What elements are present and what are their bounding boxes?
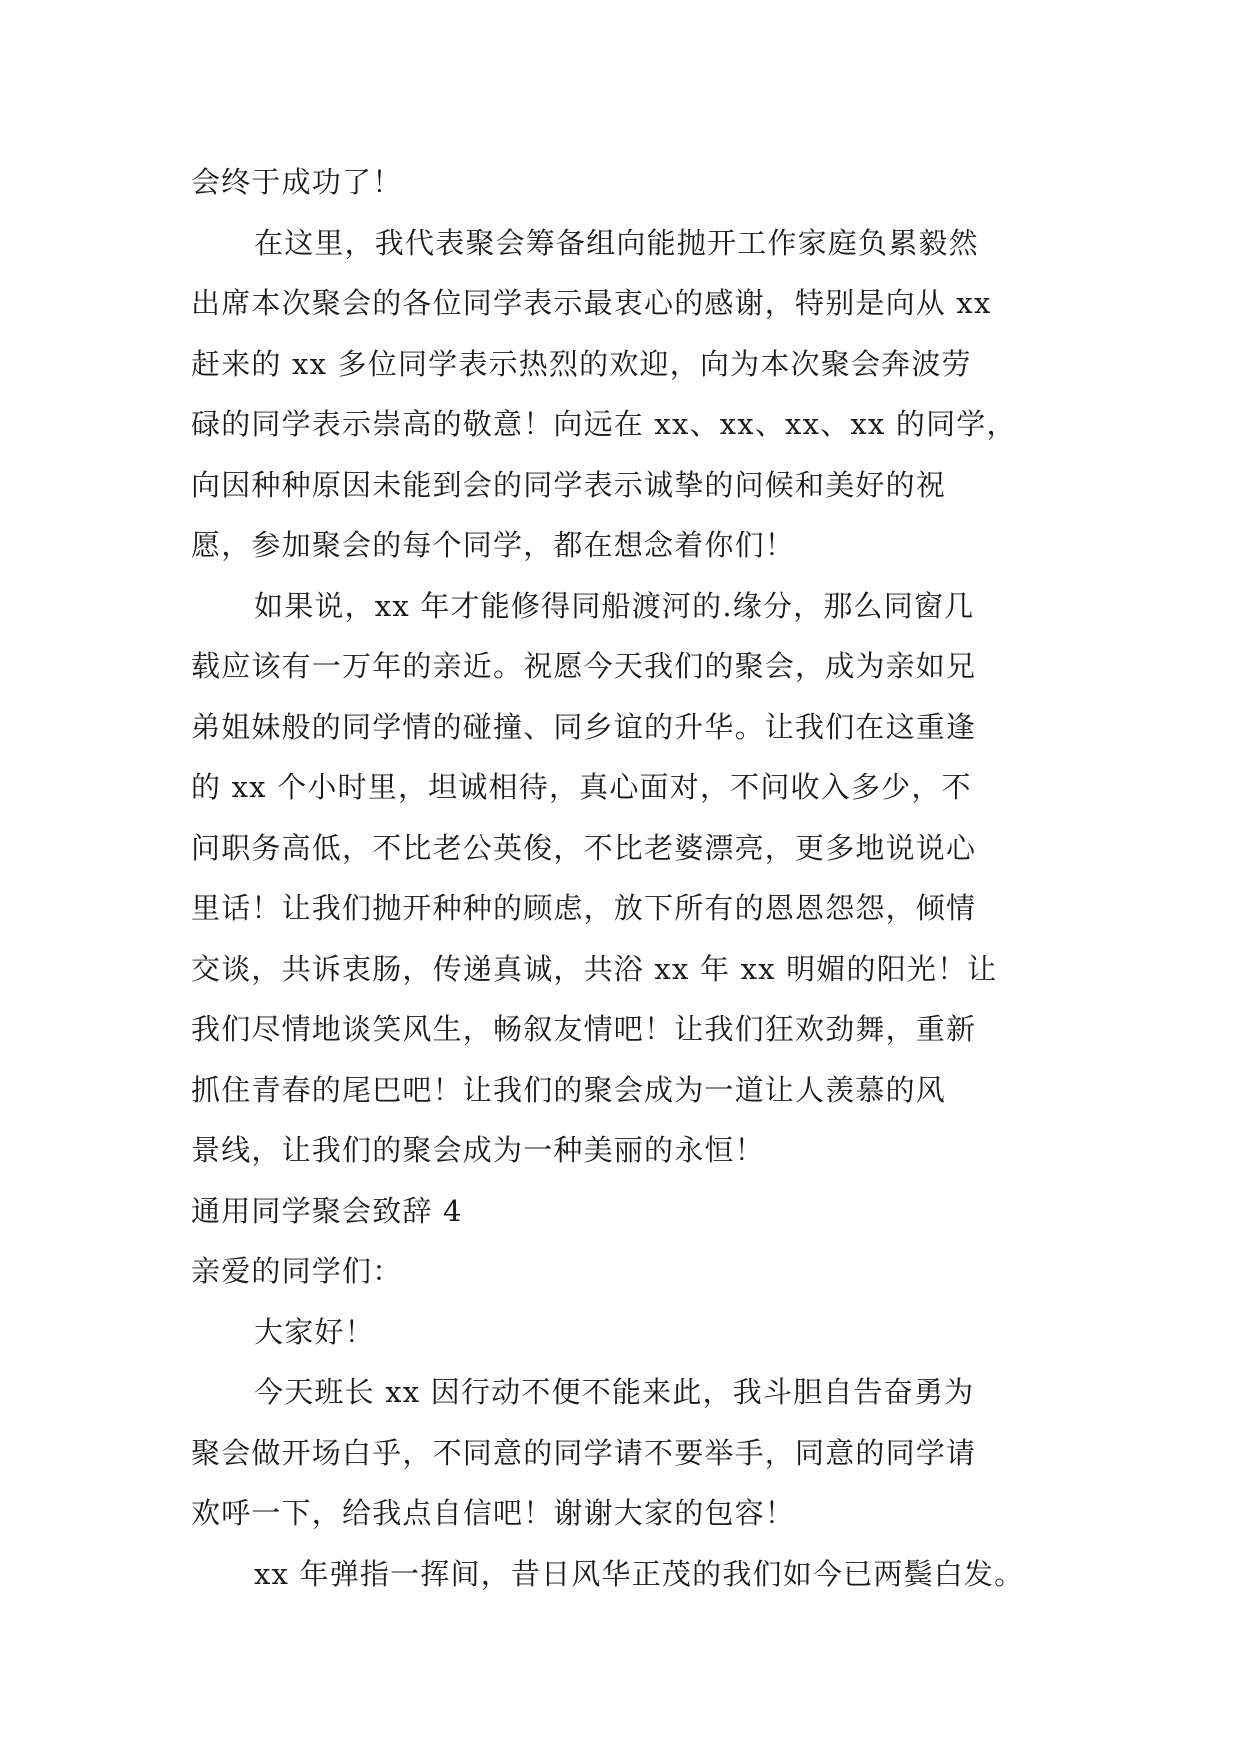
text-line: 景线，让我们的聚会成为一种美丽的永恒！ [191,1133,765,1167]
text-line: 的 xx 个小时里，坦诚相待，真心面对，不问收入多少，不 [191,770,972,804]
section-heading: 通用同学聚会致辞 4 [191,1193,463,1228]
greeting: 大家好！ [254,1314,375,1349]
text-line: 问职务高低，不比老公英俊，不比老婆漂亮，更多地说说心 [191,830,977,865]
text-line: 碌的同学表示崇高的敬意！向远在 xx、xx、xx、xx 的同学， [191,407,1017,441]
text-line: 里话！让我们抛开种种的顾虑，放下所有的恩恩怨怨，倾情 [191,891,977,925]
text-line: 欢呼一下，给我点自信吧！谢谢大家的包容！ [191,1496,796,1530]
text-line: 愿，参加聚会的每个同学，都在想念着你们！ [191,528,796,562]
text-line: 载应该有一万年的亲近。祝愿今天我们的聚会，成为亲如兄 [191,649,977,683]
text-line: 如果说，xx 年才能修得同船渡河的.缘分，那么同窗几 [254,588,975,623]
text-line: 会终于成功了！ [191,165,403,199]
text-line: 赶来的 xx 多位同学表示热烈的欢迎，向为本次聚会奔波劳 [191,346,972,381]
text-line: 聚会做开场白乎，不同意的同学请不要举手，同意的同学请 [191,1435,977,1470]
text-line: 在这里，我代表聚会筹备组向能抛开工作家庭负累毅然 [254,225,979,260]
text-line: 今天班长 xx 因行动不便不能来此，我斗胆自告奋勇为 [254,1375,975,1409]
text-line: 抓住青春的尾巴吧！让我们的聚会成为一道让人羡慕的风 [191,1072,947,1107]
text-line: 向因种种原因未能到会的同学表示诚挚的问候和美好的祝 [191,467,947,502]
document-body [191,152,1051,1604]
salutation: 亲爱的同学们： [191,1254,403,1288]
text-line: 弟姐妹般的同学情的碰撞、同乡谊的升华。让我们在这重逢 [191,709,977,744]
text-line: 我们尽情地谈笑风生，畅叙友情吧！让我们狂欢劲舞，重新 [191,1012,977,1046]
text-line: xx 年弹指一挥间，昔日风华正茂的我们如今已两鬓白发。 [254,1556,1025,1591]
text-line: 出席本次聚会的各位同学表示最衷心的感谢，特别是向从 xx [191,286,992,320]
text-line: 交谈，共诉衷肠，传递真诚，共浴 xx 年 xx 明媚的阳光！让 [191,951,998,986]
